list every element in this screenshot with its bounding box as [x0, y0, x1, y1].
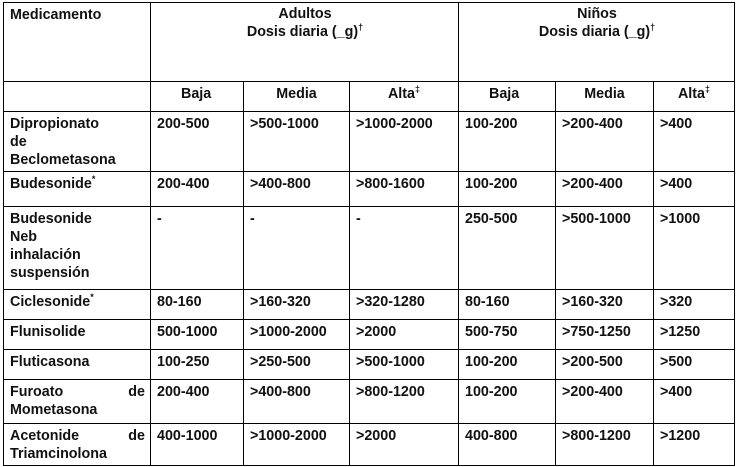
adultos-alta-mark: ‡ [415, 84, 421, 95]
adultos-baja-cell: 400-1000 [151, 424, 244, 466]
ninos-alta-header [654, 82, 735, 112]
adultos-alta-cell: >2000 [350, 424, 459, 466]
ninos-title: Niños [577, 6, 617, 22]
adultos-alta-label: Alta [387, 86, 415, 102]
drug-asterisk-mark: * [90, 292, 94, 303]
ninos-alta-cell: >400 [654, 380, 735, 424]
drug-name-cell [4, 172, 151, 207]
drug-name-line: inhalación [10, 247, 81, 263]
adultos-alta-cell: >1000-2000 [350, 112, 459, 172]
adultos-alta-cell: >2000 [350, 320, 459, 350]
adultos-media-cell: >1000-2000 [244, 424, 350, 466]
drug-name-cell [4, 350, 151, 380]
ninos-baja-cell: 100-200 [459, 380, 556, 424]
ninos-header [459, 3, 735, 82]
adultos-baja-cell: 200-500 [151, 112, 244, 172]
ninos-alta-cell: >400 [654, 172, 735, 207]
drug-name-cell [4, 424, 151, 466]
ninos-alta-mark: ‡ [705, 84, 711, 95]
drug-name-line: de [10, 134, 27, 150]
drug-name-cell [4, 380, 151, 424]
drug-name-line: Dipropionato [10, 116, 99, 132]
adultos-baja-cell: 80-160 [151, 290, 244, 320]
ninos-subtitle-line [465, 23, 729, 41]
ninos-alta-cell: >1200 [654, 424, 735, 466]
adultos-baja-header: Baja [151, 82, 244, 112]
adultos-alta-cell: - [350, 207, 459, 290]
adultos-alta-header [350, 82, 459, 112]
drug-name-line: Triamcinolona [10, 446, 107, 462]
ninos-subtitle: Dosis diaria (_g) [538, 24, 651, 40]
adultos-alta-cell: >800-1200 [350, 380, 459, 424]
drug-name-line: Ciclesonide [10, 294, 91, 310]
adultos-baja-cell: 100-250 [151, 350, 244, 380]
ninos-baja-cell: 80-160 [459, 290, 556, 320]
adultos-title: Adultos [278, 6, 332, 22]
adultos-media-cell: >1000-2000 [244, 320, 350, 350]
drug-name-line: Budesonide [10, 211, 92, 227]
ninos-baja-cell: 400-800 [459, 424, 556, 466]
adultos-dagger-mark: † [358, 22, 364, 33]
ninos-dagger-mark: † [650, 22, 656, 33]
table-row [4, 207, 735, 290]
ninos-media-cell: >200-400 [556, 172, 654, 207]
adultos-media-cell: >400-800 [244, 380, 350, 424]
adultos-media-header: Media [244, 82, 350, 112]
ninos-baja-header: Baja [459, 82, 556, 112]
drug-name-line: Mometasona [10, 402, 98, 418]
ninos-baja-cell: 250-500 [459, 207, 556, 290]
table-row [4, 424, 735, 466]
ninos-alta-label: Alta [677, 86, 705, 102]
adultos-alta-cell: >800-1600 [350, 172, 459, 207]
drug-name-cell [4, 320, 151, 350]
adultos-media-cell: - [244, 207, 350, 290]
adultos-media-cell: >400-800 [244, 172, 350, 207]
ninos-media-cell: >200-400 [556, 380, 654, 424]
drug-name-cell [4, 112, 151, 172]
adultos-media-cell: >500-1000 [244, 112, 350, 172]
ninos-alta-cell: >320 [654, 290, 735, 320]
table-row [4, 320, 735, 350]
drug-name-cell [4, 207, 151, 290]
drug-name-line: Flunisolide [10, 324, 86, 340]
adultos-subtitle-line [157, 23, 453, 41]
ninos-media-cell: >800-1200 [556, 424, 654, 466]
empty-header-cell [4, 82, 151, 112]
table-row [4, 380, 735, 424]
ninos-media-cell: >160-320 [556, 290, 654, 320]
drug-name-line: Budesonide [10, 176, 92, 192]
adultos-media-cell: >160-320 [244, 290, 350, 320]
dosage-table [3, 2, 735, 466]
ninos-media-cell: >200-400 [556, 112, 654, 172]
adultos-baja-cell: - [151, 207, 244, 290]
ninos-baja-cell: 100-200 [459, 172, 556, 207]
group-header-row [4, 3, 735, 82]
table-row [4, 112, 735, 172]
table-row [4, 172, 735, 207]
adultos-alta-cell: >500-1000 [350, 350, 459, 380]
adultos-subtitle: Dosis diaria (_g) [246, 24, 359, 40]
ninos-baja-cell: 100-200 [459, 350, 556, 380]
drug-name-line: Fluticasona [10, 354, 90, 370]
drug-name-line: Neb [10, 229, 38, 245]
ninos-alta-cell: >500 [654, 350, 735, 380]
adultos-baja-cell: 500-1000 [151, 320, 244, 350]
ninos-baja-cell: 500-750 [459, 320, 556, 350]
table-row [4, 350, 735, 380]
sub-header-row [4, 82, 735, 112]
table-row [4, 290, 735, 320]
ninos-media-cell: >750-1250 [556, 320, 654, 350]
ninos-media-cell: >500-1000 [556, 207, 654, 290]
ninos-alta-cell: >1250 [654, 320, 735, 350]
adultos-baja-cell: 200-400 [151, 380, 244, 424]
drug-name-line: suspensión [10, 265, 90, 281]
adultos-baja-cell: 200-400 [151, 172, 244, 207]
drug-asterisk-mark: * [91, 174, 96, 185]
medicamento-header-label: Medicamento [10, 7, 102, 23]
ninos-media-header: Media [556, 82, 654, 112]
drug-name-cell [4, 290, 151, 320]
drug-name-line: Acetonide de [10, 428, 145, 444]
ninos-media-cell: >200-500 [556, 350, 654, 380]
adultos-header [151, 3, 459, 82]
adultos-alta-cell: >320-1280 [350, 290, 459, 320]
ninos-alta-cell: >1000 [654, 207, 735, 290]
drug-name-line: Furoato de [10, 384, 145, 400]
ninos-alta-cell: >400 [654, 112, 735, 172]
ninos-baja-cell: 100-200 [459, 112, 556, 172]
adultos-media-cell: >250-500 [244, 350, 350, 380]
medicamento-header [4, 3, 151, 82]
drug-name-line: Beclometasona [10, 152, 116, 168]
